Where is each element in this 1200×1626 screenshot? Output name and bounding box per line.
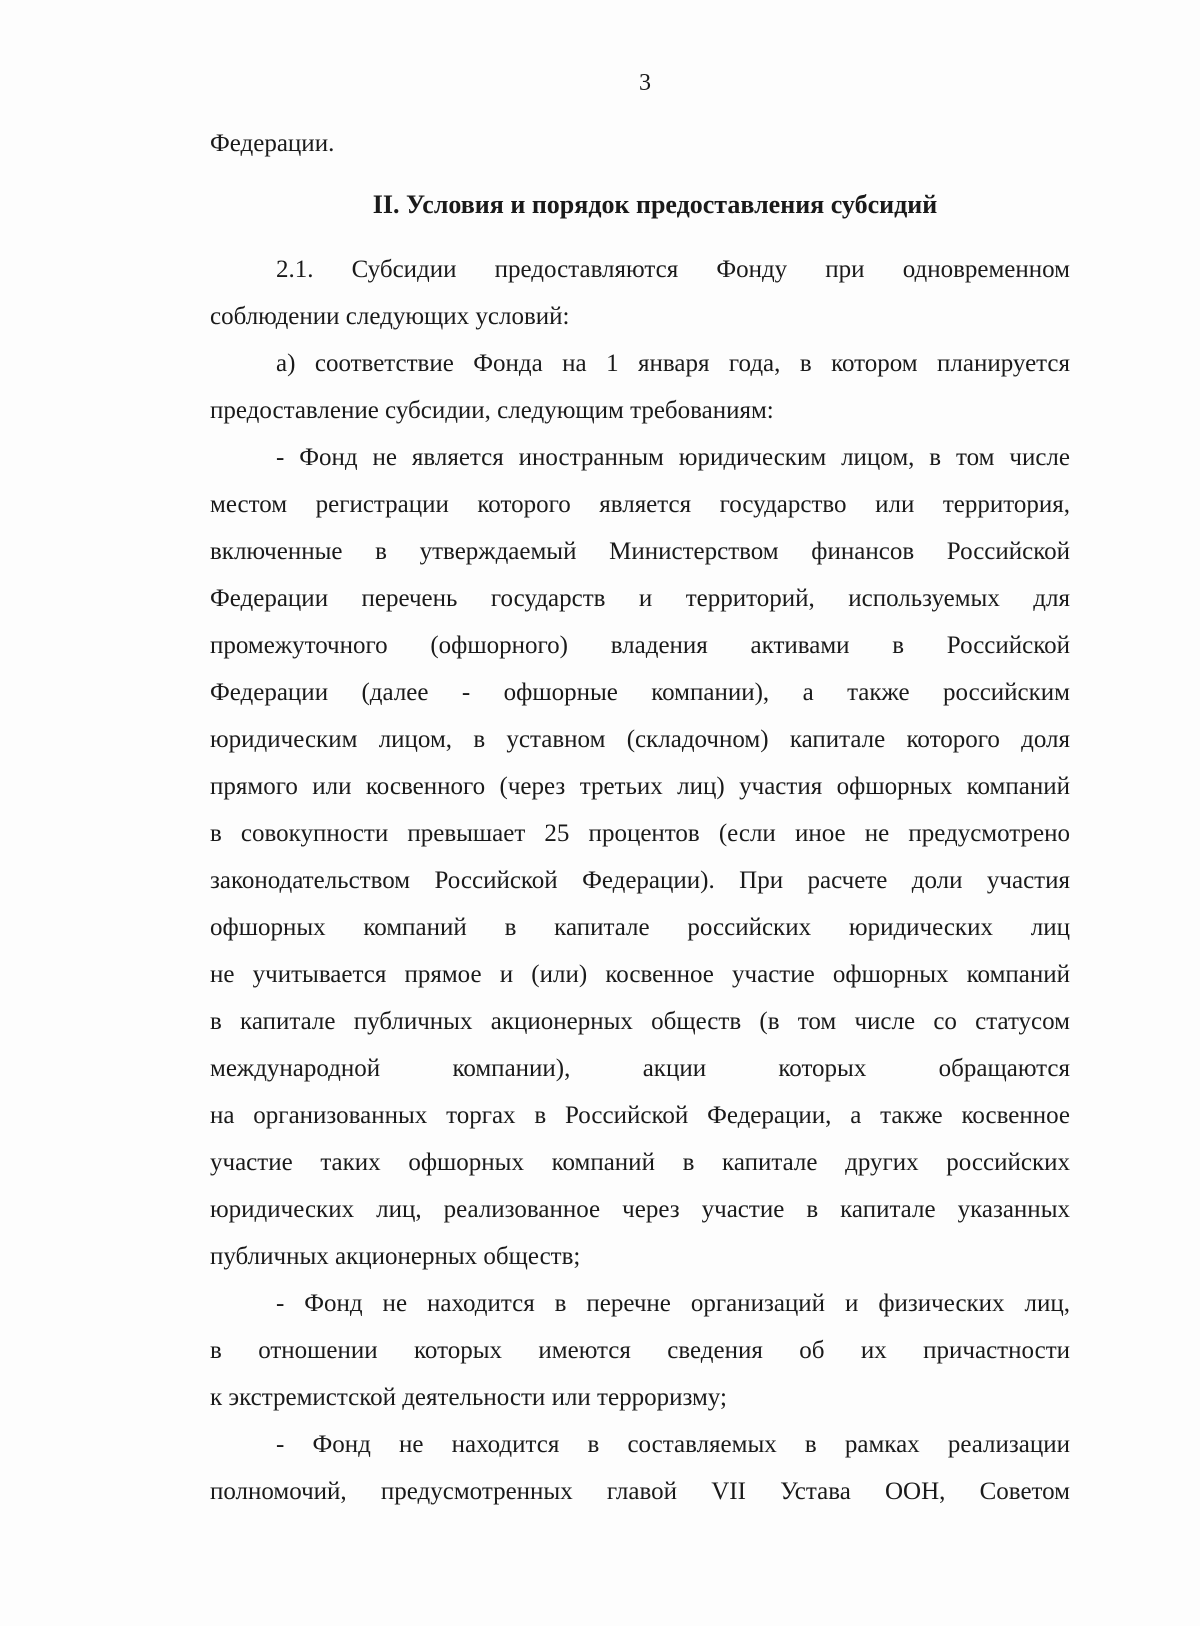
text-line: полномочий, предусмотренных главой VII Устава ООН, Советом (210, 1478, 1070, 1505)
text-line: участие таких офшорных компаний в капитале других российских (210, 1149, 1070, 1176)
text-line: не учитывается прямое и (или) косвенное участие офшорных компаний (210, 961, 1070, 988)
text-line: в отношении которых имеются сведения об их причастности (210, 1337, 1070, 1364)
text-line: а) соответствие Фонда на 1 января года, в котором планируется (276, 350, 1070, 377)
text-line: - Фонд не находится в составляемых в рамках реализации (276, 1431, 1070, 1458)
text-line: юридическим лицом, в уставном (складочном) капитале которого доля (210, 726, 1070, 753)
text-line: промежуточного (офшорного) владения активами в Российской (210, 632, 1070, 659)
text-line: включенные в утверждаемый Министерством финансов Российской (210, 538, 1070, 565)
text-line: в совокупности превышает 25 процентов (если иное не предусмотрено (210, 820, 1070, 847)
text-line: законодательством Российской Федерации). При расчете доли участия (210, 867, 1070, 894)
text-line: - Фонд не является иностранным юридическим лицом, в том числе (276, 444, 1070, 471)
text-line: в капитале публичных акционерных обществ (в том числе со статусом (210, 1008, 1070, 1035)
intro-line: Федерации. (210, 130, 335, 157)
text-line: публичных акционерных обществ; (210, 1243, 581, 1270)
text-line: юридических лиц, реализованное через участие в капитале указанных (210, 1196, 1070, 1223)
section-heading: II. Условия и порядок предоставления субсидий (372, 190, 938, 219)
text-line: Федерации (далее - офшорные компании), а также российским (210, 679, 1070, 706)
text-line: соблюдении следующих условий: (210, 303, 570, 330)
text-line: Федерации перечень государств и территорий, используемых для (210, 585, 1070, 612)
text-line: офшорных компаний в капитале российских юридических лиц (210, 914, 1070, 941)
text-line: международной компании), акции которых обращаются (210, 1055, 1070, 1082)
text-line: местом регистрации которого является государство или территория, (210, 491, 1070, 518)
text-line: предоставление субсидии, следующим требованиям: (210, 397, 774, 424)
text-line: на организованных торгах в Российской Федерации, а также косвенное (210, 1102, 1070, 1129)
text-line: к экстремистской деятельности или терроризму; (210, 1384, 727, 1411)
page-number: 3 (639, 70, 651, 96)
text-line: - Фонд не находится в перечне организаций и физических лиц, (276, 1290, 1070, 1317)
text-line: 2.1. Субсидии предоставляются Фонду при одновременном (276, 256, 1070, 283)
text-line: прямого или косвенного (через третьих лиц) участия офшорных компаний (210, 773, 1070, 800)
document-body (210, 120, 1070, 1515)
